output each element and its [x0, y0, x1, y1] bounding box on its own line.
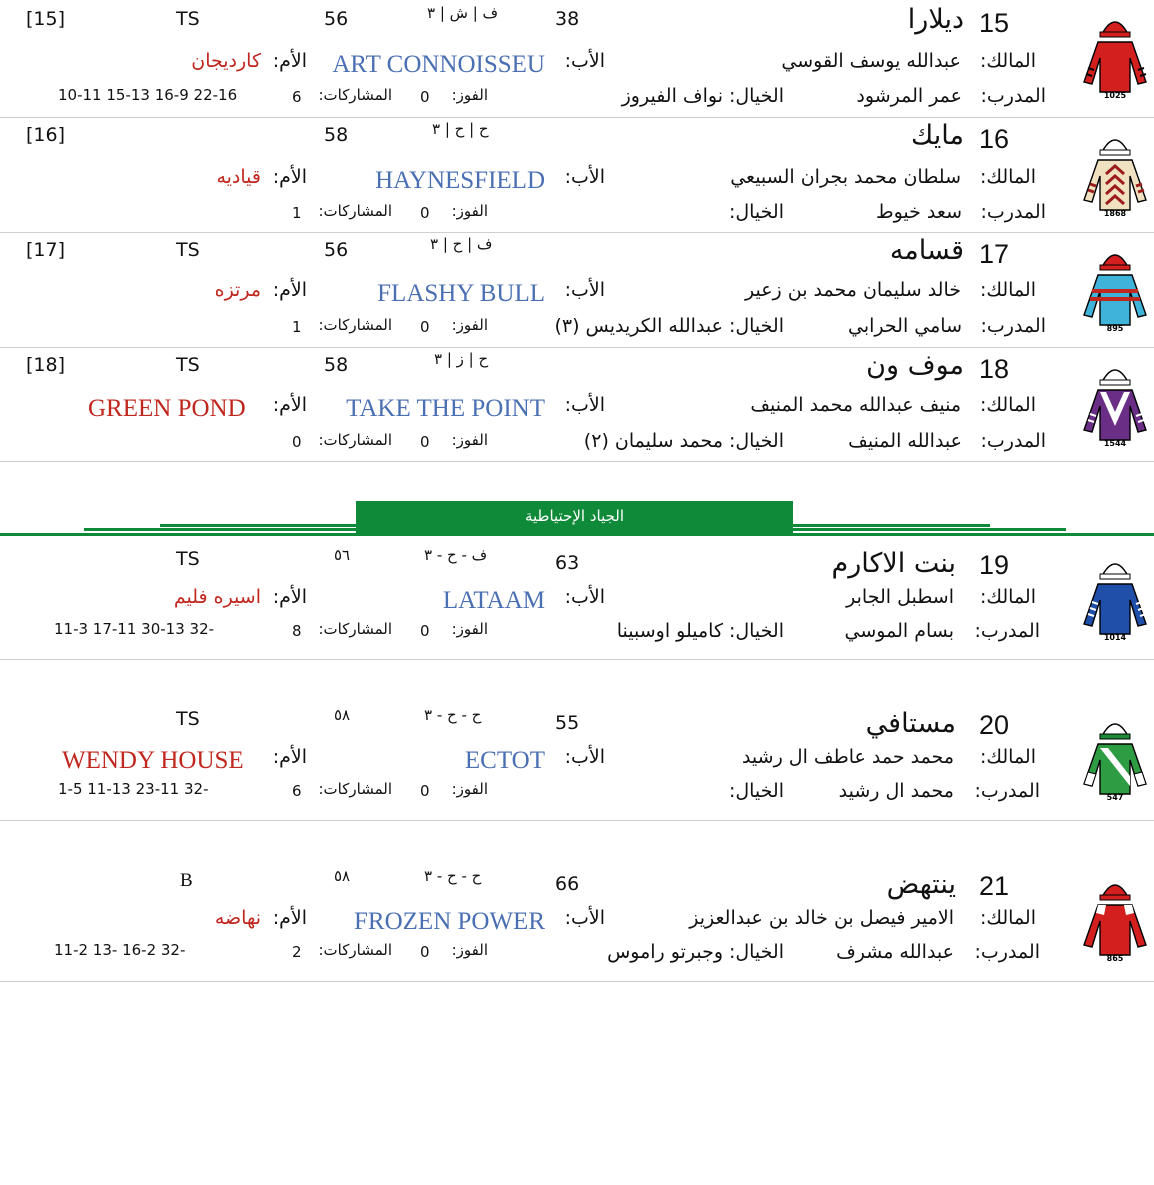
starts-label: المشاركات:	[318, 316, 392, 334]
jockey-label: الخيال:	[728, 620, 784, 642]
dam-label: الأم:	[272, 50, 307, 72]
jockey-label: الخيال:	[728, 201, 784, 223]
wins: 0	[420, 943, 430, 961]
divider	[0, 820, 1154, 821]
dam: قياديه	[216, 166, 261, 188]
gear: TS	[176, 239, 200, 261]
jockey-silk-icon	[1080, 714, 1150, 802]
form: ف - ح - ٣	[424, 546, 488, 564]
sire-label: الأب:	[564, 279, 605, 301]
owner: سلطان محمد بجران السبيعي	[730, 166, 961, 188]
trainer-label: المدرب:	[980, 315, 1046, 337]
starts: 2	[292, 943, 302, 961]
wins-label: الفوز:	[451, 202, 488, 220]
sire: TAKE THE POINT	[346, 395, 545, 422]
dam-label: الأم:	[272, 279, 307, 301]
trainer-label: المدرب:	[974, 620, 1040, 642]
trainer-label: المدرب:	[980, 85, 1046, 107]
owner-label: المالك:	[979, 279, 1036, 301]
sire-label: الأب:	[564, 394, 605, 416]
starts-label: المشاركات:	[318, 431, 392, 449]
starts-label: المشاركات:	[318, 202, 392, 220]
sire-label: الأب:	[564, 586, 605, 608]
weight: ٥٨	[334, 867, 351, 885]
gear: TS	[176, 8, 200, 30]
svg-text:1544: 1544	[1103, 439, 1127, 448]
horse-name[interactable]: مايك	[911, 120, 964, 151]
rating: 55	[555, 712, 580, 734]
owner-label: المالك:	[979, 586, 1036, 608]
owner-label: المالك:	[979, 907, 1036, 929]
owner-label: المالك:	[979, 746, 1036, 768]
divider	[0, 659, 1154, 660]
starts-label: المشاركات:	[318, 620, 392, 638]
jockey: نواف الفيروز	[621, 85, 723, 107]
wins-label: الفوز:	[451, 620, 488, 638]
starts: 0	[292, 433, 302, 451]
trainer: عمر المرشود	[856, 85, 962, 107]
gear: TS	[176, 708, 200, 730]
wins-label: الفوز:	[451, 86, 488, 104]
weight: 56	[324, 239, 349, 261]
owner: منيف عبدالله محمد المنيف	[750, 394, 961, 416]
horse-number: 19	[979, 550, 1010, 580]
owner: الامير فيصل بن خالد بن عبدالعزيز	[689, 907, 954, 929]
dam-label: الأم:	[272, 166, 307, 188]
horse-name[interactable]: موف ون	[866, 350, 964, 381]
svg-text:547: 547	[1106, 793, 1124, 802]
rating: 38	[555, 8, 580, 30]
dam: WENDY HOUSE	[62, 747, 244, 774]
horse-number: 17	[979, 239, 1010, 269]
wins-label: الفوز:	[451, 431, 488, 449]
horse-name[interactable]: مستافي	[865, 708, 956, 739]
jockey-silk-icon	[1080, 360, 1150, 448]
owner: عبدالله يوسف القوسي	[781, 50, 961, 72]
horse-number: 18	[979, 354, 1010, 384]
trainer: سامي الحرابي	[848, 315, 962, 337]
svg-text:1025: 1025	[1103, 91, 1127, 100]
wins-label: الفوز:	[451, 941, 488, 959]
svg-text:895: 895	[1106, 324, 1124, 333]
starts: 6	[292, 782, 302, 800]
dam-label: الأم:	[272, 907, 307, 929]
starts-label: المشاركات:	[318, 86, 392, 104]
sire: FLASHY BULL	[377, 280, 545, 307]
horse-name[interactable]: قسامه	[889, 235, 964, 266]
form: ح | ز | ٣	[434, 350, 489, 368]
wins: 0	[420, 204, 430, 222]
gear: B	[180, 870, 193, 891]
dam: GREEN POND	[88, 395, 246, 422]
divider	[0, 461, 1154, 462]
trainer: عبدالله مشرف	[836, 941, 954, 963]
trainer: محمد ال رشيد	[838, 780, 954, 802]
weight: ٥٦	[334, 546, 351, 564]
weight: 58	[324, 124, 349, 146]
trainer-label: المدرب:	[974, 941, 1040, 963]
sire: ECTOT	[464, 747, 545, 774]
divider	[0, 347, 1154, 348]
owner: محمد حمد عاطف ال رشيد	[741, 746, 954, 768]
form: ح | ح | ٣	[432, 120, 489, 138]
dam: نهاضه	[214, 907, 261, 929]
form: ح - ح - ٣	[424, 867, 482, 885]
trainer: بسام الموسي	[844, 620, 954, 642]
draw: [15]	[26, 8, 66, 30]
starts: 8	[292, 622, 302, 640]
rating: 63	[555, 552, 580, 574]
horse-name[interactable]: ديلارا	[907, 4, 964, 35]
reserve-banner: الجياد الإحتياطية	[356, 501, 793, 535]
rating: 66	[555, 873, 580, 895]
sire-label: الأب:	[564, 50, 605, 72]
jockey: كاميلو اوسبينا	[616, 620, 723, 642]
owner: اسطبل الجابر	[846, 586, 954, 608]
wins-label: الفوز:	[451, 316, 488, 334]
dam-label: الأم:	[272, 394, 307, 416]
sire-label: الأب:	[564, 746, 605, 768]
weight: 58	[324, 354, 349, 376]
starts: 6	[292, 88, 302, 106]
horse-number: 20	[979, 710, 1010, 740]
form: ف | ح | ٣	[430, 235, 493, 253]
divider	[0, 981, 1154, 982]
draw: [18]	[26, 354, 66, 376]
draw: [16]	[26, 124, 66, 146]
jockey-label: الخيال:	[728, 780, 784, 802]
jockey: عبدالله الكريديس (٣)	[554, 315, 723, 337]
dam-label: الأم:	[272, 746, 307, 768]
jockey-label: الخيال:	[728, 85, 784, 107]
divider	[0, 232, 1154, 233]
weight: ٥٨	[334, 706, 351, 724]
jockey-label: الخيال:	[728, 941, 784, 963]
owner-label: المالك:	[979, 166, 1036, 188]
trainer: سعد خيوط	[876, 201, 962, 223]
sire: LATAAM	[442, 587, 545, 614]
recent-results: 11-3 17-11 30-13 32-	[54, 620, 215, 638]
wins: 0	[420, 782, 430, 800]
owner: خالد سليمان محمد بن زعير	[744, 279, 961, 301]
jockey: محمد سليمان (٢)	[583, 430, 723, 452]
jockey-label: الخيال:	[728, 315, 784, 337]
dam: مرتزه	[214, 279, 261, 301]
svg-text:1014: 1014	[1103, 633, 1127, 642]
starts-label: المشاركات:	[318, 780, 392, 798]
sire: ART CONNOISSEU	[332, 52, 545, 77]
gear: TS	[176, 548, 200, 570]
wins: 0	[420, 88, 430, 106]
wins: 0	[420, 622, 430, 640]
owner-label: المالك:	[979, 50, 1036, 72]
wins: 0	[420, 318, 430, 336]
wins-label: الفوز:	[451, 780, 488, 798]
recent-results: 10-11 15-13 16-9 22-16	[58, 86, 238, 104]
dam: كارديجان	[191, 50, 261, 72]
sire-label: الأب:	[564, 907, 605, 929]
jockey-silk-icon	[1080, 130, 1150, 218]
wins: 0	[420, 433, 430, 451]
starts-label: المشاركات:	[318, 941, 392, 959]
dam: اسيره فليم	[173, 586, 261, 608]
trainer-label: المدرب:	[974, 780, 1040, 802]
horse-number: 21	[979, 871, 1010, 901]
form: ف | ش | ٣	[427, 4, 499, 22]
svg-text:865: 865	[1106, 954, 1124, 963]
trainer: عبدالله المنيف	[848, 430, 962, 452]
divider	[0, 117, 1154, 118]
sire-label: الأب:	[564, 166, 605, 188]
horse-name[interactable]: ينتهض	[886, 869, 956, 900]
weight: 56	[324, 8, 349, 30]
dam-label: الأم:	[272, 586, 307, 608]
jockey-silk-icon	[1080, 12, 1150, 100]
starts: 1	[292, 318, 302, 336]
starts: 1	[292, 204, 302, 222]
jockey: وجبرتو راموس	[607, 941, 723, 963]
jockey-silk-icon	[1080, 875, 1150, 963]
trainer-label: المدرب:	[980, 430, 1046, 452]
jockey-silk-icon	[1080, 554, 1150, 642]
trainer-label: المدرب:	[980, 201, 1046, 223]
form: ح - ح - ٣	[424, 706, 482, 724]
sire: FROZEN POWER	[354, 908, 545, 935]
horse-name[interactable]: بنت الاكارم	[831, 548, 956, 579]
gear: TS	[176, 354, 200, 376]
horse-number: 16	[979, 124, 1010, 154]
recent-results: 11-2 13- 16-2 32-	[54, 941, 186, 959]
horse-number: 15	[979, 8, 1010, 38]
owner-label: المالك:	[979, 394, 1036, 416]
jockey-silk-icon	[1080, 245, 1150, 333]
draw: [17]	[26, 239, 66, 261]
sire: HAYNESFIELD	[375, 167, 545, 194]
jockey-label: الخيال:	[728, 430, 784, 452]
svg-text:1868: 1868	[1103, 209, 1127, 218]
recent-results: 1-5 11-13 23-11 32-	[58, 780, 209, 798]
